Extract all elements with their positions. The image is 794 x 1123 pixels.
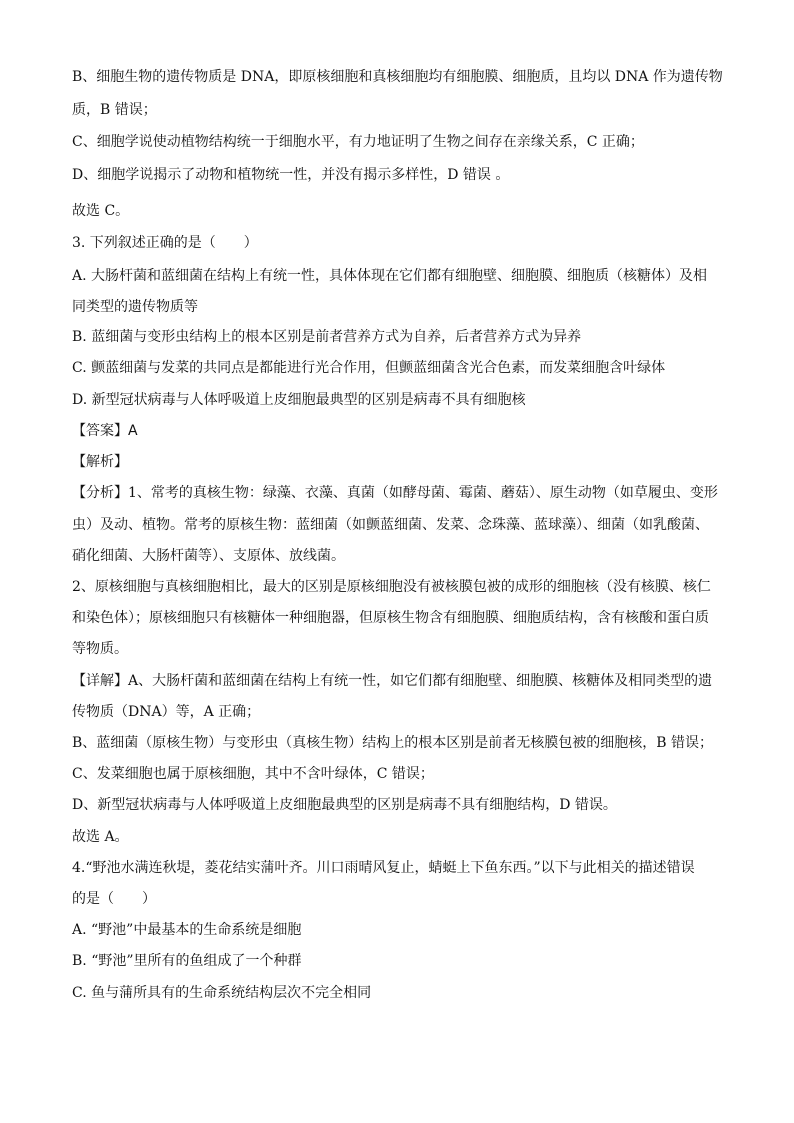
- text-line: C、细胞学说使动植物结构统一于细胞水平，有力地证明了生物之间存在亲缘关系，C 正确；: [72, 134, 644, 150]
- answer-label: 【答案】A: [72, 423, 138, 439]
- question-3-stem: 3. 下列叙述正确的是（ ）: [72, 235, 258, 251]
- option-a: A. “野池”中最基本的生命系统是细胞: [72, 922, 302, 938]
- text-line: C、发菜细胞也属于原核细胞，其中不含叶绿体，C 错误；: [72, 766, 434, 782]
- question-4-stem-cont: 的是（ ）: [72, 891, 156, 907]
- text-line: 传物质（DNA）等，A 正确；: [72, 704, 261, 720]
- text-line: 故选 C。: [72, 203, 130, 219]
- option-b: B. “野池”里所有的鱼组成了一个种群: [72, 953, 302, 969]
- option-a-cont: 同类型的遗传物质等: [72, 299, 198, 315]
- text-line: 虫）及动、植物。常考的原核生物：蓝细菌（如颤蓝细菌、发菜、念珠藻、蓝球藻）、细菌（如乳酸菌、: [72, 517, 709, 533]
- text-line: 【详解】A、大肠杆菌和蓝细菌在结构上有统一性，如它们都有细胞壁、细胞膜、核糖体及相同类型的遗: [72, 673, 713, 689]
- option-d: D. 新型冠状病毒与人体呼吸道上皮细胞最典型的区别是病毒不具有细胞核: [72, 392, 526, 408]
- text-line: B、细胞生物的遗传物质是 DNA，即原核细胞和真核细胞均有细胞膜、细胞质，且均以 DNA 作为遗传物: [72, 69, 723, 85]
- text-line: 故选 A。: [72, 829, 129, 845]
- text-line: D、细胞学说揭示了动物和植物统一性，并没有揭示多样性，D 错误 。: [72, 167, 510, 183]
- text-line: B、蓝细菌（原核生物）与变形虫（真核生物）结构上的根本区别是前者无核膜包被的细胞核，B 错误；: [72, 735, 714, 751]
- text-line: 和染色体）；原核细胞只有核糖体一种细胞器，但原核生物含有细胞膜、细胞质结构，含有核酸和蛋白质: [72, 610, 709, 626]
- analysis-label: 【解析】: [72, 454, 128, 470]
- text-line: 2、原核细胞与真核细胞相比，最大的区别是原核细胞没有被核膜包被的成形的细胞核（没有核膜、核仁: [72, 579, 711, 595]
- question-4-stem: 4.“野池水满连秋堤，菱花结实蒲叶齐。川口雨晴风复止，蜻蜓上下鱼东西。”以下与此相关的描述错误: [72, 860, 695, 876]
- option-c: C. 颤蓝细菌与发菜的共同点是都能进行光合作用，但颤蓝细菌含光合色素，而发菜细胞含叶绿体: [72, 360, 666, 376]
- text-line: 质，B 错误；: [72, 102, 157, 118]
- text-line: 【分析】1、常考的真核生物：绿藻、衣藻、真菌（如酵母菌、霉菌、蘑菇）、原生动物（如草履虫、变形: [72, 485, 718, 501]
- option-a: A. 大肠杆菌和蓝细菌在结构上有统一性，具体体现在它们都有细胞壁、细胞膜、细胞质（核糖体）及相: [72, 268, 708, 284]
- text-line: 硝化细菌、大肠杆菌等）、支原体、放线菌。: [72, 548, 345, 564]
- option-c: C. 鱼与蒲所具有的生命系统结构层次不完全相同: [72, 985, 372, 1001]
- text-line: 等物质。: [72, 641, 128, 657]
- option-b: B. 蓝细菌与变形虫结构上的根本区别是前者营养方式为自养，后者营养方式为异养: [72, 329, 582, 345]
- text-line: D、新型冠状病毒与人体呼吸道上皮细胞最典型的区别是病毒不具有细胞结构，D 错误。: [72, 797, 617, 813]
